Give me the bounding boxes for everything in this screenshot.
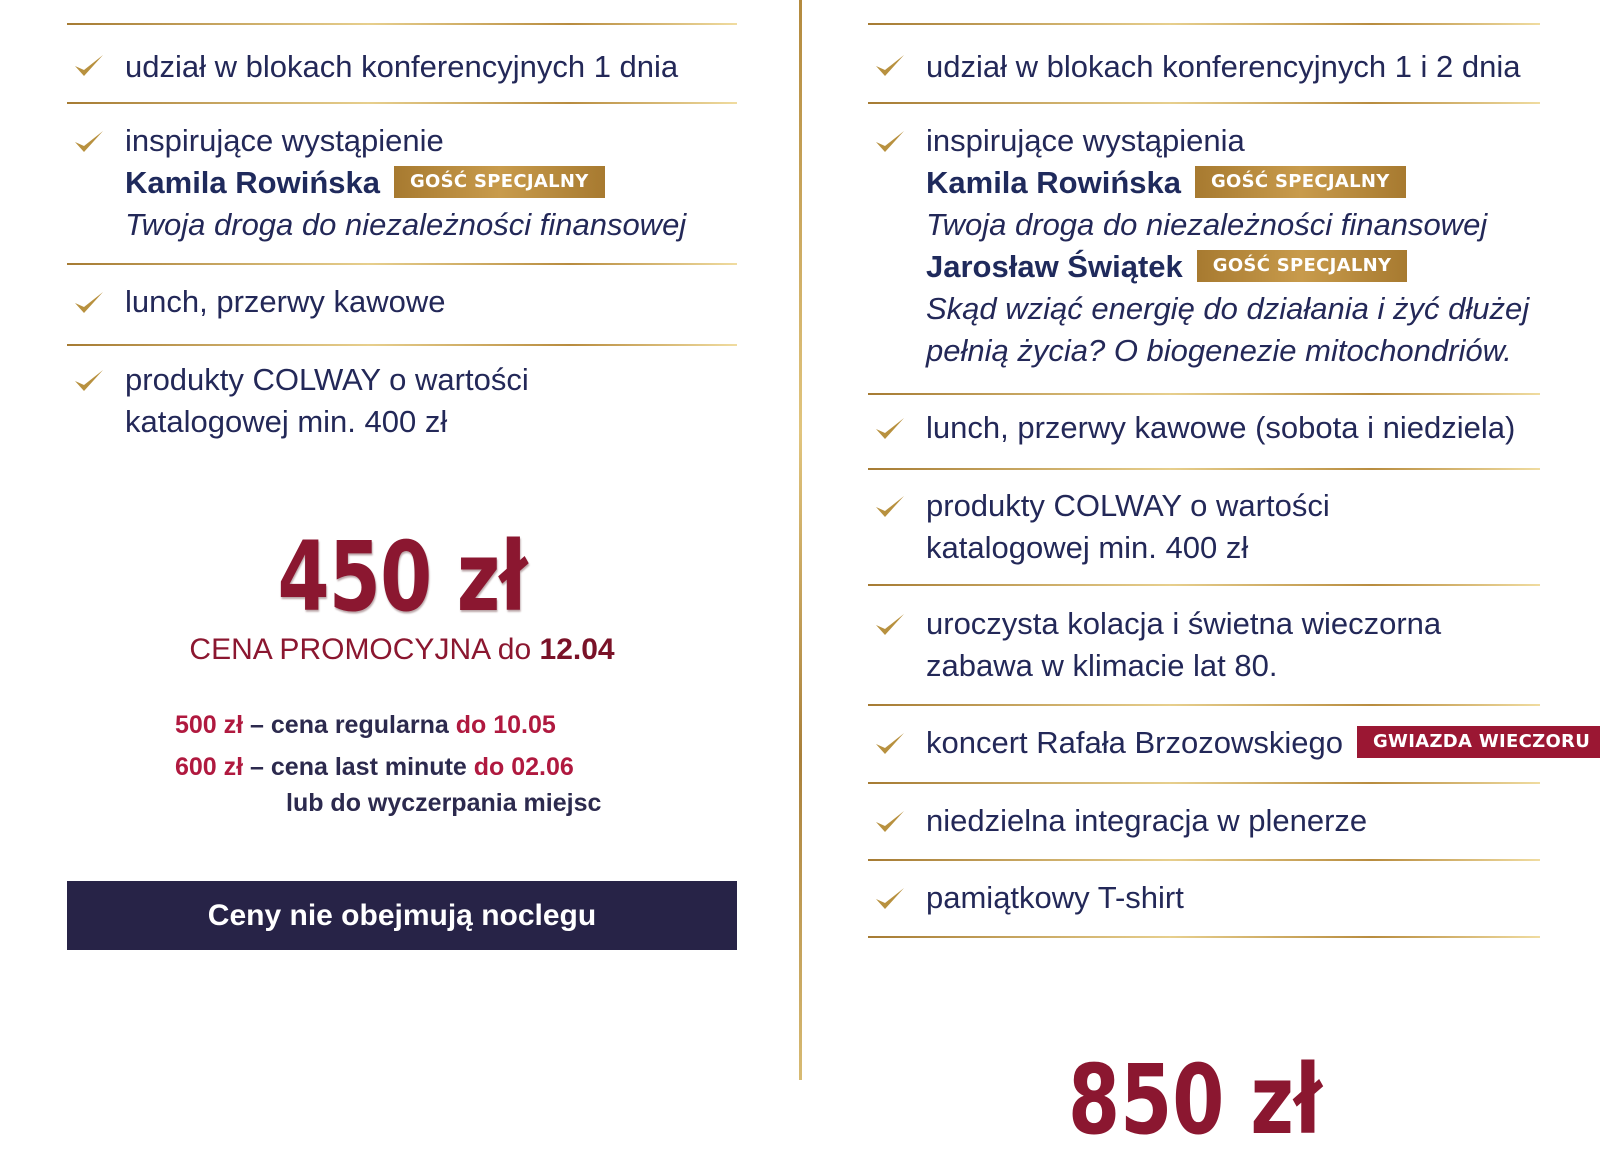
- check-icon: [72, 364, 106, 398]
- separator: [868, 704, 1540, 706]
- column-divider: [799, 0, 802, 1080]
- check-icon: [72, 49, 106, 83]
- last-minute-date: do 02.06: [473, 753, 574, 781]
- talk-title: Twoja droga do niezależności finansowej: [125, 207, 687, 242]
- check-icon: [873, 805, 907, 839]
- regular-price-line: 500 zł – cena regularna do 10.05: [175, 711, 556, 739]
- item-text: zabawa w klimacie lat 80.: [926, 648, 1278, 683]
- promo-date: 12.04: [539, 633, 615, 666]
- speaker-name: Jarosław Świątek: [926, 249, 1183, 284]
- check-icon: [873, 49, 907, 83]
- check-icon: [873, 412, 907, 446]
- item-text: udział w blokach konferencyjnych 1 i 2 dnia: [926, 49, 1521, 84]
- special-guest-badge: GOŚĆ SPECJALNY: [1195, 166, 1406, 198]
- availability-note: lub do wyczerpania miejsc: [286, 789, 602, 817]
- check-icon: [873, 727, 907, 761]
- last-minute-price: 600 zł: [175, 753, 244, 781]
- item-text: katalogowej min. 400 zł: [125, 404, 448, 439]
- check-icon: [873, 125, 907, 159]
- talk-title: Skąd wziąć energię do działania i żyć dłużej: [926, 291, 1530, 326]
- talk-title: Twoja droga do niezależności finansowej: [926, 207, 1488, 242]
- item-text: inspirujące wystąpienie: [125, 123, 444, 158]
- item-text: katalogowej min. 400 zł: [926, 530, 1249, 565]
- item-text: niedzielna integracja w plenerze: [926, 803, 1368, 838]
- separator: [67, 263, 737, 265]
- star-of-evening-badge: GWIAZDA WIECZORU: [1357, 726, 1600, 758]
- special-guest-badge: GOŚĆ SPECJALNY: [1197, 250, 1408, 282]
- promo-price-label: CENA PROMOCYJNA do 12.04: [189, 633, 615, 666]
- check-icon: [873, 490, 907, 524]
- item-text: lunch, przerwy kawowe (sobota i niedziela): [926, 410, 1516, 445]
- special-guest-badge: GOŚĆ SPECJALNY: [394, 166, 605, 198]
- item-text: udział w blokach konferencyjnych 1 dnia: [125, 49, 679, 84]
- speaker-name: Kamila Rowińska: [926, 165, 1181, 200]
- separator: [868, 782, 1540, 784]
- separator: [868, 468, 1540, 470]
- separator: [67, 344, 737, 346]
- check-icon: [72, 286, 106, 320]
- regular-price: 500 zł: [175, 711, 244, 739]
- separator: [67, 102, 737, 104]
- item-text: lunch, przerwy kawowe: [125, 284, 446, 319]
- price-main: 450 zł: [277, 521, 527, 633]
- item-text: produkty COLWAY o wartości: [125, 362, 529, 397]
- separator: [67, 23, 737, 25]
- separator: [868, 859, 1540, 861]
- no-accommodation-note: Ceny nie obejmują noclegu: [67, 881, 737, 950]
- separator: [868, 102, 1540, 104]
- talk-title: pełnią życia? O biogenezie mitochondriów.: [926, 333, 1512, 368]
- item-text: pamiątkowy T-shirt: [926, 880, 1184, 915]
- check-icon: [72, 125, 106, 159]
- item-text: inspirujące wystąpienia: [926, 123, 1245, 158]
- check-icon: [873, 882, 907, 916]
- item-text: uroczysta kolacja i świetna wieczorna: [926, 606, 1442, 641]
- check-icon: [873, 608, 907, 642]
- last-minute-price-line: 600 zł – cena last minute do 02.06: [175, 753, 574, 781]
- separator: [868, 23, 1540, 25]
- regular-price-date: do 10.05: [455, 711, 556, 739]
- speaker-name-row: [125, 162, 737, 204]
- separator: [868, 584, 1540, 586]
- item-text: produkty COLWAY o wartości: [926, 488, 1330, 523]
- separator: [868, 936, 1540, 938]
- speaker-name: Kamila Rowińska: [125, 165, 380, 200]
- speaker-name-row: [926, 246, 1540, 288]
- separator: [868, 393, 1540, 395]
- speaker-name-row: [926, 162, 1540, 204]
- item-text: koncert Rafała Brzozowskiego GWIAZDA WIECZORU: [926, 722, 1540, 764]
- price-main-partial: 850 zł: [1068, 1044, 1322, 1156]
